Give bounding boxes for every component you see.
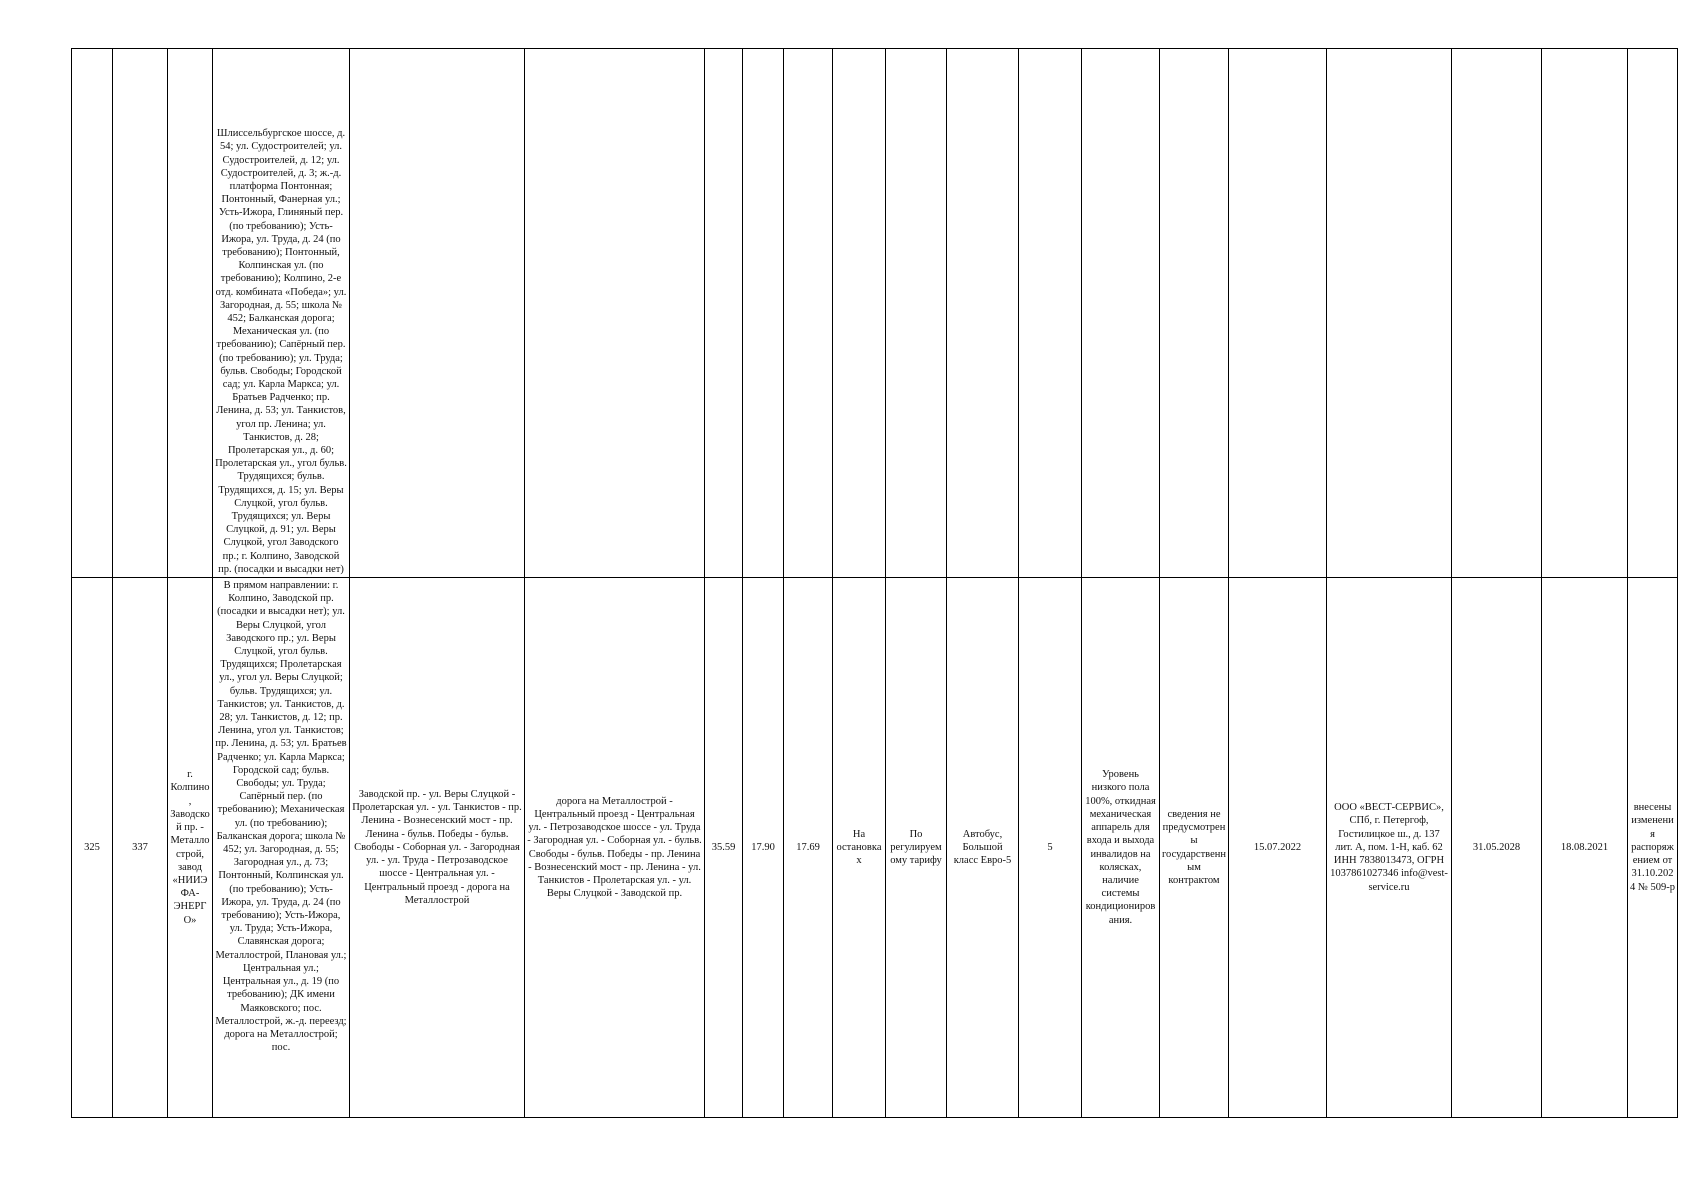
empty-cell <box>350 49 525 578</box>
start-date-cell: 15.07.2022 <box>1229 578 1327 1118</box>
registry-date-cell: 18.08.2021 <box>1542 578 1628 1118</box>
route-number-cell: 337 <box>113 578 168 1118</box>
end-date-cell: 31.05.2028 <box>1452 578 1542 1118</box>
streets-back-cell: дорога на Металлострой - Центральный проезд - Центральная ул. - Петрозаводское шоссе - ул. Труда - Загородная ул. - Соборная ул. - бульв. Свободы - бульв. Победы - пр. Ленина - Вознесенский мост - пр. Ленина - ул. Танкистов - Пролетарская ул. - ул. Веры Слуцкой - Заводской пр. <box>525 578 705 1118</box>
empty-cell <box>72 49 113 578</box>
table-row <box>72 49 1678 578</box>
characteristics-cell: Уровень низкого пола 100%, откидная механическая аппарель для входа и выхода инвалидов на колясках, наличие системы кондиционирования. <box>1082 578 1160 1118</box>
length-total-cell: 17.69 <box>784 578 833 1118</box>
empty-cell <box>1229 49 1327 578</box>
empty-cell <box>833 49 886 578</box>
route-registry-table <box>71 48 1678 1118</box>
carrier-cell: ООО «ВЕСТ-СЕРВИС», СПб, г. Петергоф, Гостилицкое ш., д. 137 лит. А, пом. 1-Н, каб. 62 ИНН 7838013473, ОГРН 1037861027346 info@vest-service.ru <box>1327 578 1452 1118</box>
empty-cell <box>784 49 833 578</box>
contract-cell: сведения не предусмотрены государственным контрактом <box>1160 578 1229 1118</box>
empty-cell <box>1452 49 1542 578</box>
empty-cell <box>1628 49 1678 578</box>
empty-cell <box>743 49 784 578</box>
empty-cell <box>947 49 1019 578</box>
stops-cell: В прямом направлении: г. Колпино, Заводской пр. (посадки и высадки нет); ул. Веры Слуцкой, угол Заводского пр.; ул. Веры Слуцкой, угол бульв. Трудящихся; Пролетарская ул., угол ул. Веры Слуцкой; бульв. Трудящихся; ул. Танкистов; ул. Танкистов, д. 28; ул. Танкистов, д. 12; пр. Ленина, угол ул. Танкистов; пр. Ленина, д. 53; ул. Братьев Радченко; ул. Карла Маркса; Городской сад; бульв. Свободы; ул. Труда; Сапёрный пер. (по требованию); Механическая ул. (по требованию); Балканская дорога; школа № 452; ул. Загородная, д. 55; Загородная ул., д. 73; Понтонный, Колпинская ул. (по требованию); Усть-Ижора, ул. Труда, д. 24 (по требованию); Усть-Ижора, ул. Труда; Усть-Ижора, Славянская дорога; Металлострой, Плановая ул.; Центральная ул.; Центральная ул., д. 19 (по требованию); ДК имени Маяковского; пос. Металлострой, ж.-д. переезд; дорога на Металлострой; пос. <box>213 578 350 1118</box>
vehicle-cell: Автобус, Большой класс Евро-5 <box>947 578 1019 1118</box>
empty-cell <box>705 49 743 578</box>
stop-order-cell: На остановках <box>833 578 886 1118</box>
empty-cell <box>168 49 213 578</box>
registry-number-cell: 325 <box>72 578 113 1118</box>
empty-cell <box>1542 49 1628 578</box>
empty-cell <box>1160 49 1229 578</box>
empty-cell <box>113 49 168 578</box>
vehicle-count-cell: 5 <box>1019 578 1082 1118</box>
table-row <box>72 578 1678 1118</box>
empty-cell <box>886 49 947 578</box>
empty-cell <box>1327 49 1452 578</box>
length-forward-cell: 35.59 <box>705 578 743 1118</box>
stops-cell: Шлиссельбургское шоссе, д. 54; ул. Судостроителей; ул. Судостроителей, д. 12; ул. Судостроителей, д. 3; ж.-д. платформа Понтонная; Понтонный, Фанерная ул.; Усть-Ижора, Глиняный пер. (по требованию); Усть-Ижора, ул. Труда, д. 24 (по требованию); Понтонный, Колпинская ул. (по требованию); Колпино, 2-е отд. комбината «Победа»; ул. Загородная, д. 55; школа № 452; Балканская дорога; Механическая ул. (по требованию); Сапёрный пер. (по требованию); ул. Труда; бульв. Свободы; Городской сад; ул. Карла Маркса; ул. Братьев Радченко; пр. Ленина, д. 53; ул. Танкистов, угол пр. Ленина; ул. Танкистов, д. 28; Пролетарская ул., д. 60; Пролетарская ул., угол бульв. Трудящихся; бульв. Трудящихся, д. 15; ул. Веры Слуцкой, угол бульв. Трудящихся; ул. Веры Слуцкой, д. 91; ул. Веры Слуцкой, угол Заводского пр.; г. Колпино, Заводской пр. (посадки и высадки нет) <box>213 49 350 578</box>
empty-cell <box>1082 49 1160 578</box>
tariff-cell: По регулируемому тарифу <box>886 578 947 1118</box>
empty-cell <box>525 49 705 578</box>
streets-forward-cell: Заводской пр. - ул. Веры Слуцкой - Пролетарская ул. - ул. Танкистов - пр. Ленина - Вознесенский мост - пр. Ленина - бульв. Победы - бульв. Свободы - Соборная ул. - Загородная ул. - ул. Труда - Петрозаводское шоссе - Центральная ул. - Центральный проезд - дорога на Металлострой <box>350 578 525 1118</box>
length-back-cell: 17.90 <box>743 578 784 1118</box>
empty-cell <box>1019 49 1082 578</box>
changes-cell: внесены изменения распоряжением от 31.10.2024 № 509-р <box>1628 578 1678 1118</box>
route-name-cell: г. Колпино, Заводской пр. - Металлострой, завод «НИИЭФА-ЭНЕРГО» <box>168 578 213 1118</box>
